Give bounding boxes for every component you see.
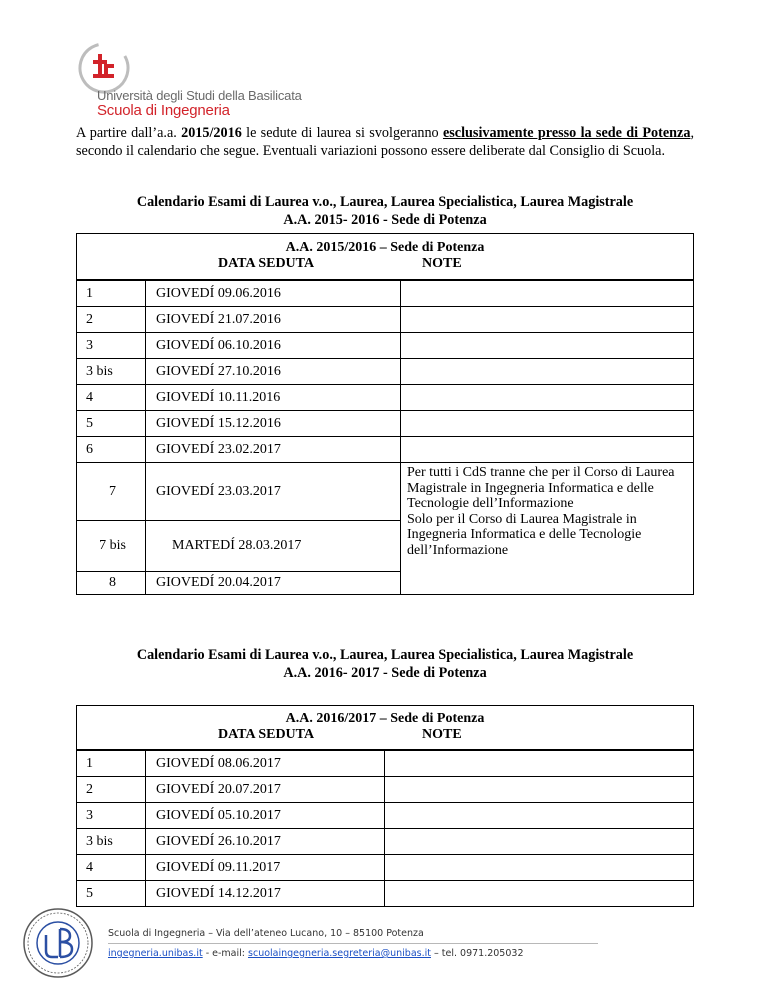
table-row: 8 GIOVEDÍ 20.04.2017 — [77, 572, 694, 595]
table-row: 7 GIOVEDÍ 23.03.2017 Per tutti i CdS tranne che per il Corso di Laurea Magistrale in Ingegneria Informatica e delle Tecnologie dell’Informazione Solo per il Corso di Laurea Magistrale in Ingegneria Informatica e delle Tecnologie dell’Informazione — [77, 463, 694, 521]
website-link[interactable]: ingegneria.unibas.it — [108, 948, 203, 959]
intro-year: 2015/2016 — [181, 125, 242, 141]
table-row: 6 GIOVEDÍ 23.02.2017 — [77, 437, 694, 463]
table-row: 3 GIOVEDÍ 05.10.2017 — [77, 803, 694, 829]
note-cell — [401, 463, 694, 572]
table-row: 5 GIOVEDÍ 14.12.2017 — [77, 881, 694, 907]
email-link[interactable]: scuolaingegneria.segreteria@unibas.it — [248, 948, 431, 959]
calendar2-title: Calendario Esami di Laurea v.o., Laurea, Laurea Specialistica, Laurea Magistrale A.A. 2016- 2017 - Sede di Potenza — [136, 647, 634, 681]
footer-contacts: ingegneria.unibas.it - e-mail: scuolaingegneria.segreteria@unibas.it – tel. 0971.205032 — [108, 948, 524, 959]
table-row: 1 GIOVEDÍ 09.06.2016 — [77, 281, 694, 307]
calendar1-title: Calendario Esami di Laurea v.o., Laurea, Laurea Specialistica, Laurea Magistrale A.A. 2015- 2016 - Sede di Potenza — [136, 194, 634, 228]
intro-emphasis: esclusivamente presso la sede di Potenza — [442, 125, 691, 141]
note-7bis: Solo per il Corso di Laurea Magistrale in Ingegneria Informatica e delle Tecnologie dell’Informazione — [407, 511, 642, 558]
table-row: 3 bis GIOVEDÍ 27.10.2016 — [77, 359, 694, 385]
table-header-row — [77, 234, 694, 280]
col-note-header: NOTE — [422, 726, 462, 742]
table-row: 4 GIOVEDÍ 10.11.2016 — [77, 385, 694, 411]
table-row: 7 bis MARTEDÍ 28.03.2017 — [77, 521, 694, 572]
unibas-seal-icon — [22, 907, 94, 979]
university-name: Università degli Studi della Basilicata — [97, 88, 302, 103]
table-row: 2 GIOVEDÍ 21.07.2016 — [77, 307, 694, 333]
table-title: A.A. 2016/2017 – Sede di Potenza — [285, 710, 485, 726]
footer-address: Scuola di Ingegneria – Via dell’ateneo Lucano, 10 – 85100 Potenza — [108, 928, 424, 939]
intro-paragraph: A partire dall’a.a. 2015/2016 le sedute di laurea si svolgeranno esclusivamente presso la sede di Potenza, secondo il calendario che segue. Eventuali variazioni possono essere deliberate dal Consiglio di Scuola. — [76, 125, 694, 159]
col-date-header: DATA SEDUTA — [218, 255, 315, 271]
col-date-header: DATA SEDUTA — [218, 726, 315, 742]
calendar1-table — [76, 233, 694, 595]
table-title: A.A. 2015/2016 – Sede di Potenza — [285, 239, 485, 255]
calendar2-table — [76, 705, 694, 907]
note-7: Per tutti i CdS tranne che per il Corso di Laurea Magistrale in Ingegneria Informatica e delle Tecnologie dell’Informazione — [407, 465, 675, 511]
table-header-row — [77, 706, 694, 750]
table-row: 2 GIOVEDÍ 20.07.2017 — [77, 777, 694, 803]
school-name: Scuola di Ingegneria — [97, 102, 230, 119]
table-row: 3 GIOVEDÍ 06.10.2016 — [77, 333, 694, 359]
table-row: 4 GIOVEDÍ 09.11.2017 — [77, 855, 694, 881]
table-row: 5 GIOVEDÍ 15.12.2016 — [77, 411, 694, 437]
col-note-header: NOTE — [422, 255, 462, 271]
footer-divider — [108, 943, 598, 944]
table-row: 3 bis GIOVEDÍ 26.10.2017 — [77, 829, 694, 855]
table-row: 1 GIOVEDÍ 08.06.2017 — [77, 751, 694, 777]
